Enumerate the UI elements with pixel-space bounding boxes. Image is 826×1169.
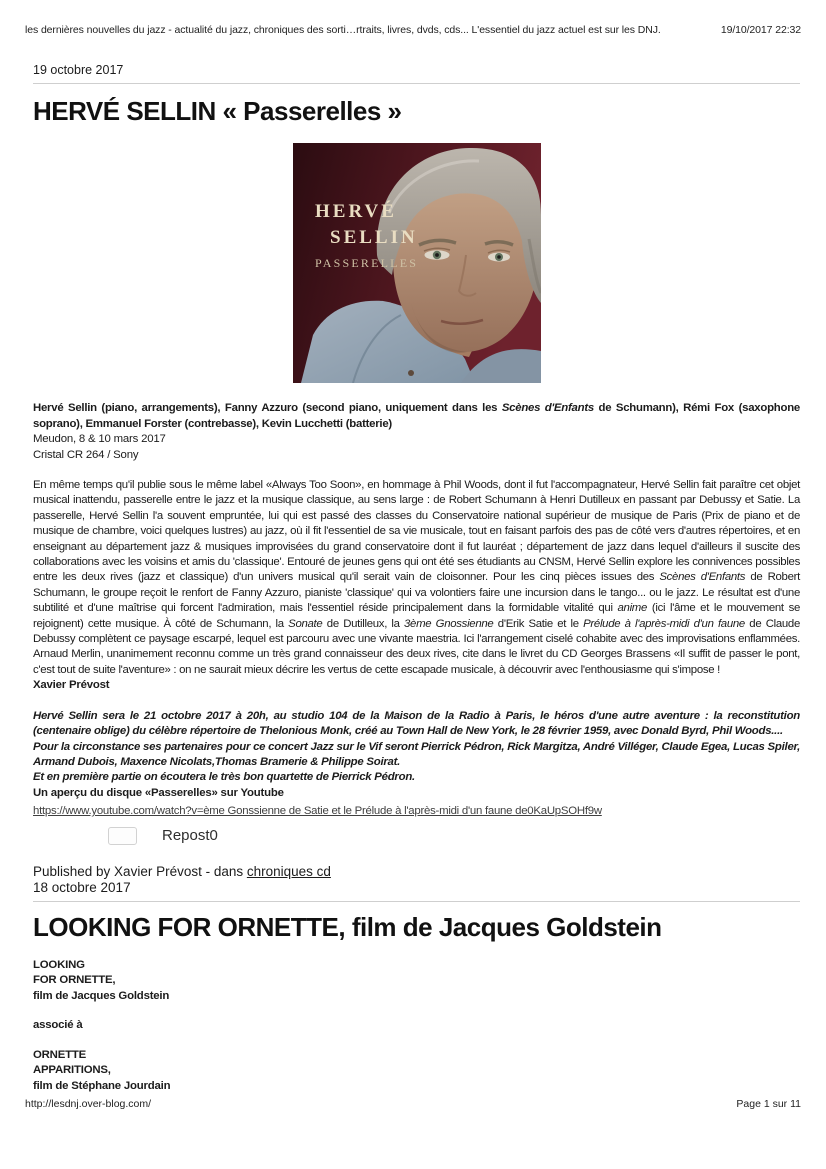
concert-paragraph-3: Et en première partie on écoutera le très bon quartette de Pierrick Pédron. [33,771,415,784]
published-prefix: Published by Xavier Prévost - dans [33,863,247,879]
cover-album-title: PASSERELLES [314,256,418,270]
film-description-block [33,958,800,1095]
repost-label: Repost [162,827,210,845]
page-indicator: Page 1 sur 11 [736,1098,801,1110]
film-line: ORNETTE [33,1048,87,1061]
film-associe-line: associé à [33,1019,83,1032]
cover-artist-line2: SELLIN [329,227,418,248]
broken-image-placeholder-icon [108,827,137,845]
film-line: APPARITIONS, [33,1064,111,1077]
youtube-link[interactable]: https://www.youtube.com/watch?v=ème Gonssienne de Satie et le Prélude à l'après-midi d'un faune de0KaUpSOHf9w [33,805,602,818]
film-line: LOOKING [33,958,85,971]
film-line: film de Jacques Goldstein [33,989,170,1002]
musician-credits: Hervé Sellin (piano, arrangements), Fanny Azzuro (second piano, uniquement dans les Scènes d'Enfants de Schumann), Rémi Fox (saxophone soprano), Emmanuel Forster (contrebasse), Kevin Lucchetti (batterie) [33,402,800,430]
author-signature: Xavier Prévost [33,679,110,692]
review-body: En même temps qu'il publie sous le même label «Always Too Soon», en hommage à Phil Woods, dont il fut l'accompagnateur, Hervé Sellin fait paraître cet objet musical inattendu, passerelle entre le jazz et la musique classique, au sens large : de Robert Schumann à Henri Dutilleux en passant par Debussy et Satie. La passerelle, Hervé Sellin l'a souvent empruntée, lui qui est passé des classes du Conservatoire national supérieur de musique de Paris (Prix de piano et de musique de chambre, voici quelques lustres) au jazz, où il fit l'essentiel de sa vie musicale, tout en faisant parfois des pas de côté vers d'autres répertoires, et en enseignant au département jazz & musiques improvisées du grand conservatoire dont il fut lauréat ; département de jazz dans lequel d'ailleurs il suscite des collaborations avec les voisins et amis du 'classique'. Entouré de jeunes gens qui ont été ses étudiants au CNSM, Hervé Sellin explore les connivences possibles entre les deux rives (jazz et classique) d'un univers musical qu'il serait vain de cloisonner. Pour les cinq pièces issues des Scènes d'Enfants de Robert Schumann, le groupe reçoit le renfort de Fanny Azzuro, pianiste 'classique' qui va volontiers faire une incursion dans le tango... ou le jazz. Le résultat est d'une subtilité et d'une maîtrise qui forcent l'admiration, mais l'essentiel réside principalement dans la formidable vitalité qui anime (ici l'âme et le mouvement se rejoignent) cette musique. À côté de Schumann, la Sonate de Dutilleux, la 3ème Gnossienne d'Erik Satie et le Prélude à l'après-midi d'un faune de Claude Debussy complètent ce paysage escarpé, lequel est parcouru avec une vivante maestria. Ici l'arrangement ciselé cohabite avec des improvisations enflammées. Arnaud Merlin, unanimement reconnu comme un très grand connaisseur des deux rives, cite dans le livret du CD Georges Brassens «Il suffit de passer le pont, c'est tout de suite l'aventure» : on ne saurait mieux décrire les vertus de cette escapade musicale, à découvrir avec l'enthousiasme qui s'impose ! [33,479,801,676]
print-header [25,24,801,36]
repost-button[interactable] [162,827,218,844]
album-cover-wrap [33,143,800,388]
repost-row [33,827,800,845]
print-footer [25,1098,801,1110]
film-line: film de Stéphane Jourdain [33,1079,171,1092]
recording-session-line: Meudon, 8 & 10 mars 2017 [33,433,166,445]
concert-announcement [33,709,800,786]
cover-artist-line1: HERVÉ [314,201,397,222]
post-title: HERVÉ SELLIN « Passerelles » [33,96,402,126]
post-title-2: LOOKING FOR ORNETTE, film de Jacques Goldstein [33,911,662,942]
film-line: FOR ORNETTE, [33,974,116,987]
published-by-line [33,864,800,880]
album-cover-image [293,143,541,383]
source-url: http://lesdnj.over-blog.com/ [25,1098,152,1110]
record-label-line: Cristal CR 264 / Sony [33,448,139,461]
divider [33,83,800,84]
concert-paragraph-2: Pour la circonstance ses partenaires pour ce concert Jazz sur le Vif seront Pierrick Pédron, Rick Margitza, André Villéger, Claude Egea, Lucas Spiler, Armand Dubois, Maxence Nicolats,Thomas Bramerie & Philippe Soirat. [33,740,800,768]
divider-2 [33,901,800,902]
repost-count: 0 [209,827,218,845]
concert-paragraph-1: Hervé Sellin sera le 21 octobre 2017 à 20h, au studio 104 de la Maison de la Radio à Paris, le héros d'une autre aventure : la reconstitution (centenaire oblige) du célèbre répertoire de Thelonious Monk, créé au Town Hall de New York, le 28 février 1959, avec Donald Byrd, Phil Woods.... [33,709,800,738]
youtube-section-heading: Un aperçu du disque «Passerelles» sur Youtube [33,786,284,799]
document-title: les dernières nouvelles du jazz - actualité du jazz, chroniques des sorti…rtraits, livres, dvds, cds... L'essentiel du jazz actuel est sur les DNJ. [25,24,661,36]
post-date-2: 18 octobre 2017 [33,879,131,895]
print-timestamp: 19/10/2017 22:32 [720,24,801,36]
content-column [33,62,800,1094]
category-link[interactable]: chroniques cd [246,863,331,879]
post-date: 19 octobre 2017 [33,63,124,77]
